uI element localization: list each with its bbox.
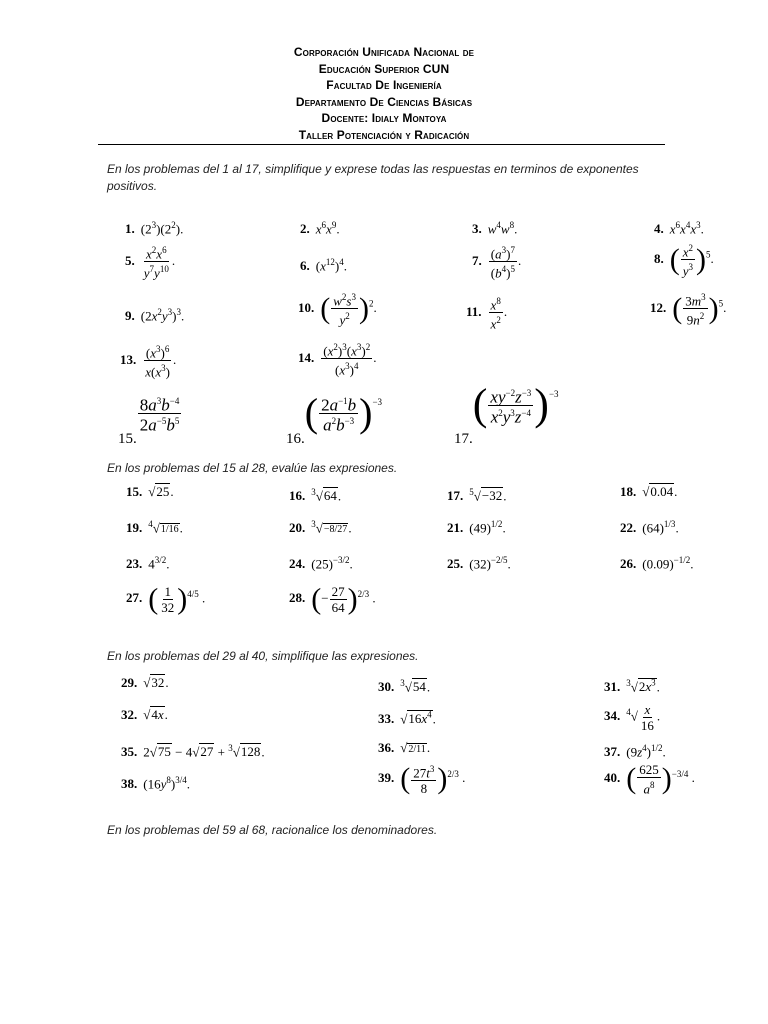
problem-s2-17: 17. $^5$√−32. [447,487,507,504]
problem-s2-15: 15. √25. [126,484,174,499]
problem-s2-27: 27. ( $\frac{1}{32}$ )$^{4/5}$ . [126,582,206,616]
header-line-4: Departamento De Ciencias Básicas [295,94,473,109]
problem-31: 31. $^3√2x^3$. [604,678,660,695]
problem-s2-19: 19. $^4$√1/16. [126,519,183,536]
problem-32: 32. √4x. [121,707,168,722]
problem-12: 12. ( $\frac{3m^3}{9n^2}$ )$^5$. [650,291,727,328]
problem-s2-16: 16. $^3$√64. [289,487,342,504]
problem-16: 16.( $\frac{2a^{-1}b}{a^2b^{-3}}$ )$^{-3}$ [286,390,383,447]
document-header [0,44,768,144]
header-line-3: Facultad De Ingeniería [326,78,442,93]
problem-40: 40. ( $\frac{625}{a^8}$ )$^{-3/4}$ . [604,762,695,797]
problem-8: 8. ( $\frac{x^2}{y^3}$ )$^5$. [654,242,714,279]
problem-17: 17.( $\frac{xy^{-2}z^{-3}}{x^2y^3z^{-4}}$ )$^{-3}$ [454,380,559,447]
problem-6: 6. $(x^{12})^4$. [300,257,347,274]
problem-15: 15. $\frac{8a^3b^{-4}}{2a^{-5}b^5}$ [118,395,180,447]
problem-30: 30. $^3$√54. [378,678,431,695]
problem-39: 39. ( $\frac{27t^3}{8}$ )$^{2/3}$ . [378,762,466,797]
problem-29: 29. √32. [121,675,169,690]
problem-s2-22: 22. $(64)^{1/3}$. [620,519,679,536]
problem-3: 3. $w^4w^8$. [472,220,518,237]
instruction-section-3: En los problemas del 29 al 40, simplifique las expresiones. [107,649,419,663]
problem-s2-24: 24. $(25)^{-3/2}$. [289,555,353,572]
problem-37: 37. $(9z^4)^{1/2}$. [604,743,666,760]
problem-13: 13. $\frac{(x^3)^6}{x(x^3)}$ . [120,344,177,380]
problem-7: 7. $\frac{(a^3)^7}{(b^4)^5}$ . [472,245,522,281]
problem-4: 4. $x^6x^4x^3$. [654,220,704,237]
problem-1: 1. $(2^3)(2^2)$. [125,220,184,237]
problem-33: 33. $√16x^4$. [378,710,436,727]
problem-10: 10. ( $\frac{w^2s^3}{y^2}$ )$^2$. [298,291,377,328]
problem-s2-18: 18. √0.04. [620,484,678,499]
problem-s2-26: 26. $(0.09)^{-1/2}$. [620,555,694,572]
problem-34: 34. $^4$√ $\frac{x}{16}$ . [604,702,661,733]
problem-5: 5. $\frac{x^2x^6}{y^7y^{10}}$ . [125,245,176,281]
problem-11: 11. $\frac{x^8}{x^2}$ . [466,296,508,332]
problem-s2-21: 21. $(49)^{1/2}$. [447,519,506,536]
instruction-section-1: En los problemas del 1 al 17, simplifique y exprese todas las respuestas en terminos de exponentes positivos. [107,162,639,193]
instruction-section-2: En los problemas del 15 al 28, evalúe las expresiones. [107,461,398,475]
problem-s2-25: 25. $(32)^{-2/5}$. [447,555,511,572]
problem-2: 2. $x^6x^9$. [300,220,340,237]
problem-s2-20: 20. $^3$√−8/27. [289,519,352,536]
problem-36: 36. √2/11. [378,740,431,755]
problem-s2-23: 23. $4^{3/2}$. [126,555,170,572]
instruction-section-4: En los problemas del 59 al 68, racionalice los denominadores. [107,823,438,837]
header-line-5: Docente: Idialy Montoya [321,111,447,126]
problem-35: 35. 2√75 − 4√27 + $^3$√128. [121,743,265,760]
problem-s2-28: 28. (− $\frac{27}{64}$ )$^{2/3}$ . [289,582,376,616]
header-line-2: Educación Superior CUN [318,61,450,76]
header-divider [98,144,665,145]
problem-14: 14. $\frac{(x^2)^3(x^3)^2}{(x^3)^4}$ . [298,342,377,378]
header-line-6: Taller Potenciación y Radicación [298,127,470,142]
problem-38: 38. $(16y^8)^{3/4}$. [121,775,190,792]
problem-9: 9. $(2x^2y^3)^3$. [125,307,185,324]
header-line-1: Corporación Unificada Nacional de [293,45,475,59]
